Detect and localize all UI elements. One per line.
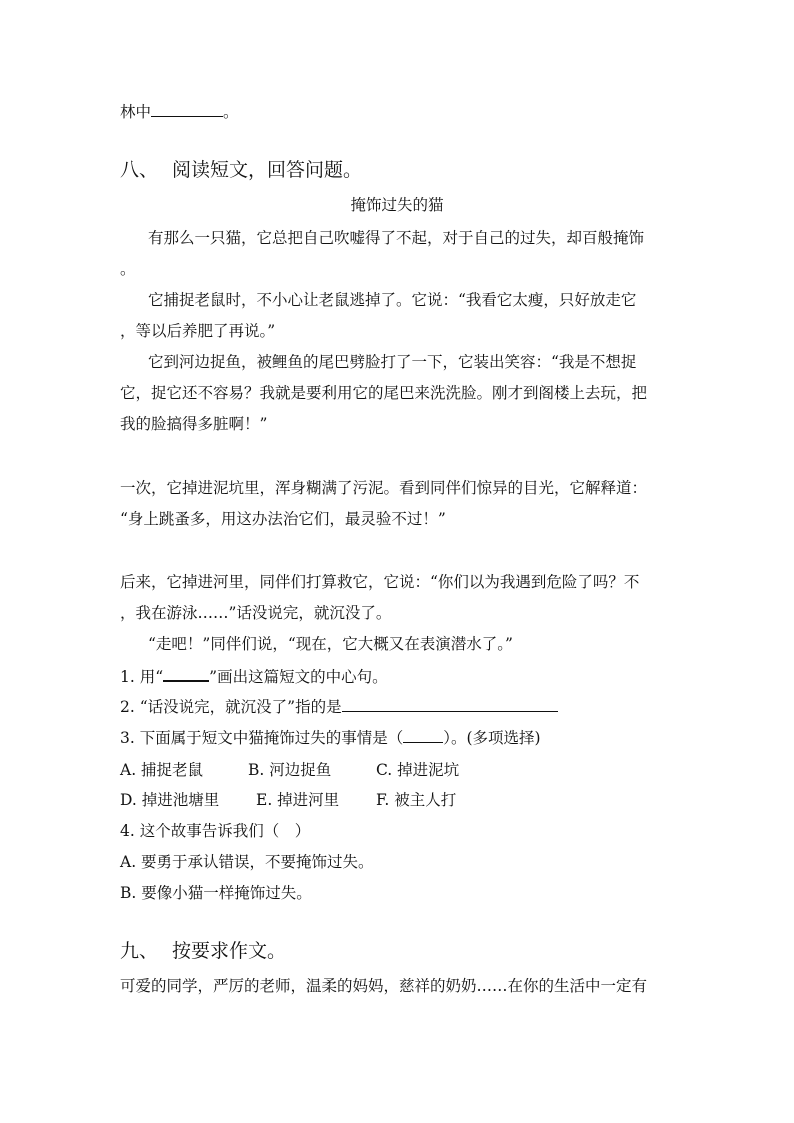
- option-a[interactable]: A. 要勇于承认错误，不要掩饰过失。: [120, 853, 374, 871]
- option-b[interactable]: B. 要像小猫一样掩饰过失。: [120, 884, 312, 902]
- paragraph-line: 。: [120, 260, 136, 278]
- answer-blank[interactable]: [342, 697, 558, 712]
- section-number: 九、: [120, 940, 159, 962]
- question-1: [120, 666, 388, 687]
- answer-blank[interactable]: [151, 102, 223, 117]
- fill-in-line: [120, 102, 239, 122]
- paragraph-line: 我的脸搞得多脏啊！”: [120, 415, 268, 433]
- option-b[interactable]: B. 河边捉鱼: [248, 761, 332, 779]
- option-row: [120, 790, 456, 810]
- question-suffix: ）。(多项选择): [443, 729, 541, 747]
- section-8-heading: [120, 158, 362, 182]
- option-f[interactable]: F. 被主人打: [376, 791, 457, 809]
- paragraph-line: ，我在游泳……”话没说完，就沉没了。: [120, 604, 392, 622]
- option-c[interactable]: C. 掉进泥坑: [376, 761, 460, 779]
- paragraph-line: 有那么一只猫，它总把自己吹嘘得了不起，对于自己的过失，却百般掩饰: [148, 229, 645, 247]
- question-4: 4. 这个故事告诉我们（ ）: [120, 822, 311, 840]
- paragraph-line: 它到河边捉鱼，被鲤鱼的尾巴劈脸打了一下，它装出笑容：“我是不想捉: [148, 353, 637, 371]
- section-number: 八、: [120, 159, 159, 181]
- question-prefix: 2. “话没说完，就沉没了”指的是: [120, 698, 342, 716]
- paragraph-line: “身上跳蚤多，用这办法治它们，最灵验不过！”: [120, 510, 446, 528]
- fill-in-suffix: 。: [223, 103, 239, 121]
- answer-blank[interactable]: [403, 728, 443, 743]
- question-3: [120, 728, 541, 748]
- paragraph-line: 它，捉它还不容易？我就是要利用它的尾巴来洗洗脸。刚才到阁楼上去玩，把: [120, 384, 648, 402]
- fill-in-prefix: 林中: [120, 103, 152, 121]
- paragraph-line: 它捕捉老鼠时，不小心让老鼠逃掉了。它说：“我看它太瘦，只好放走它: [148, 291, 637, 309]
- paragraph-line: 可爱的同学，严厉的老师，温柔的妈妈，慈祥的奶奶……在你的生活中一定有: [120, 977, 648, 995]
- section-title: 阅读短文，回答问题。: [172, 159, 363, 181]
- option-row: [120, 760, 459, 780]
- story-title: 掩饰过失的猫: [350, 196, 444, 214]
- paragraph-line: ，等以后养肥了再说。”: [120, 322, 276, 340]
- section-9-heading: [120, 939, 286, 963]
- option-e[interactable]: E. 掉进河里: [256, 791, 340, 809]
- paragraph-line: “走吧！”同伴们说，“现在，它大概又在表演潜水了。”: [148, 635, 513, 653]
- underline-sample: [163, 666, 209, 682]
- paragraph-line: 一次，它掉进泥坑里，浑身糊满了污泥。看到同伴们惊异的目光，它解释道：: [120, 479, 648, 497]
- question-suffix: ”画出这篇短文的中心句。: [209, 668, 388, 686]
- question-prefix: 3. 下面属于短文中猫掩饰过失的事情是（: [120, 729, 404, 747]
- question-prefix: 1. 用“: [120, 668, 164, 686]
- section-title: 按要求作文。: [172, 940, 287, 962]
- option-d[interactable]: D. 掉进池塘里: [120, 791, 220, 809]
- paragraph-line: 后来，它掉进河里，同伴们打算救它，它说：“你们以为我遇到危险了吗？不: [120, 573, 640, 591]
- question-2: [120, 697, 558, 717]
- option-a[interactable]: A. 捕捉老鼠: [120, 761, 204, 779]
